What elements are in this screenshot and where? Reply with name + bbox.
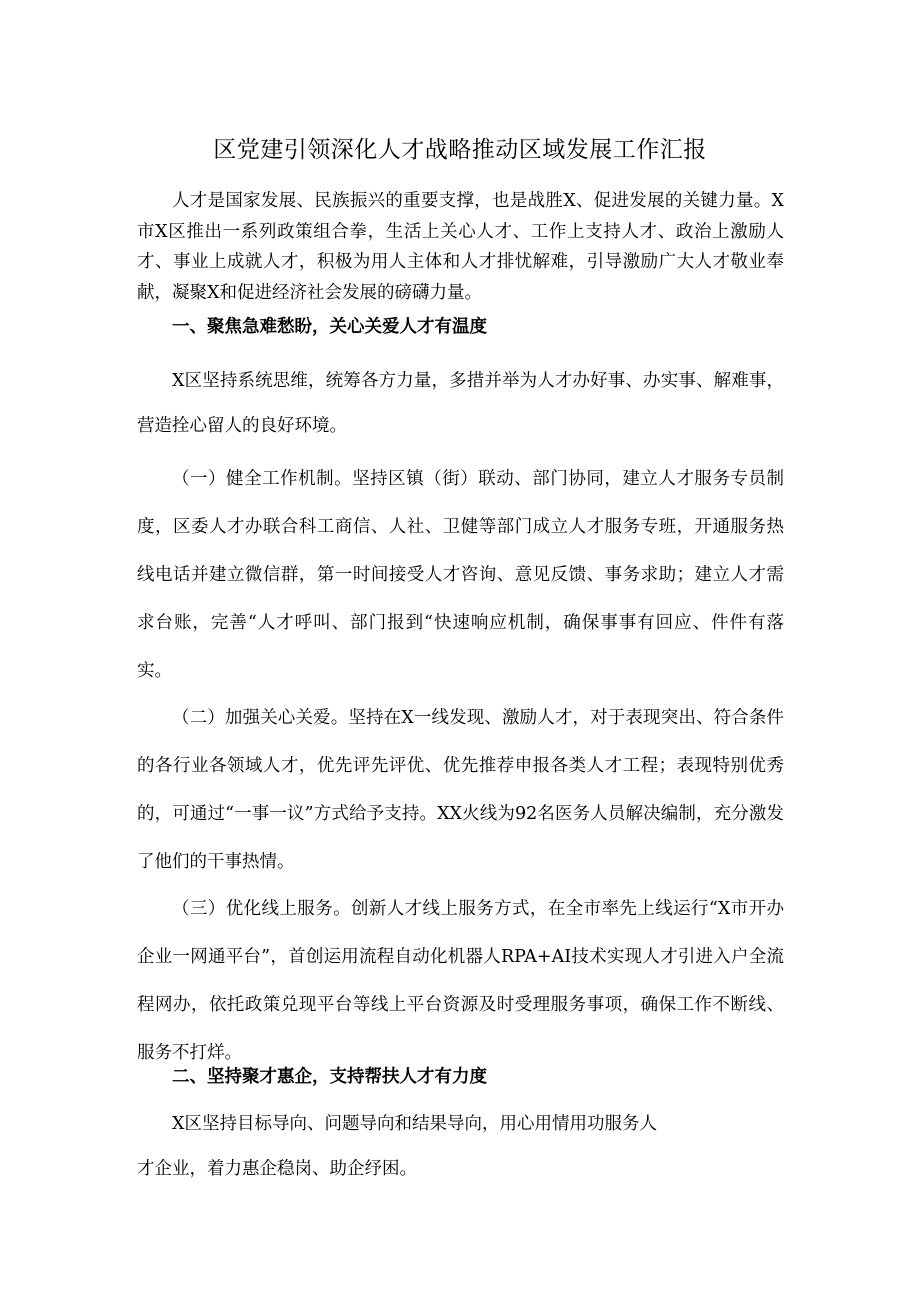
document-title: 区党建引领深化人才战略推动区域发展工作汇报 [213,137,707,163]
section2-heading: 二、坚持聚才惠企，支持帮扶人才有力度 [172,1067,487,1087]
section1-item1-paragraph: （一）健全工作机制。坚持区镇（街）联动、部门协同，建立人才服务专员制度，区委人才办联合科工商信、人社、卫健等部门成立人才服务专班，开通服务热线电话并建立微信群，第一时间接受人才咨询、意见反馈、事务求助；建立人才需求台账，完善“人才呼叫、部门报到“快速响应机制，确保事事有回应、件件有落实。 [137,469,784,681]
section1-item2-paragraph: （二）加强关心关爱。坚持在X一线发现、激励人才，对于表现突出、符合条件的各行业各领域人才，优先评先评优、优先推荐申报各类人才工程；表现特别优秀的，可通过“一事一议”方式给予支持。XX火线为92名医务人员解决编制，充分激发了他们的干事热情。 [137,708,784,872]
section2-lead-line2: 才企业，着力惠企稳岗、助企纾困。 [137,1159,417,1179]
section1-heading: 一、聚焦急难愁盼，关心关爱人才有温度 [172,317,487,337]
section1-item3-paragraph: （三）优化线上服务。创新人才线上服务方式，在全市率先上线运行“X市开办企业一网通平台”，首创运用流程自动化机器人RPA+AI技术实现人才引进入户全流程网办，依托政策兑现平台等线上平台资源及时受理服务事项，确保工作不断线、服务不打烊。 [137,899,784,1063]
section2-lead-line1: X区坚持目标导向、问题导向和结果导向，用心用情用功服务人 [172,1114,657,1134]
intro-paragraph: 人才是国家发展、民族振兴的重要支撑，也是战胜X、促进发展的关键力量。X市X区推出一系列政策组合拳，生活上关心人才、工作上支持人才、政治上激励人才、事业上成就人才，积极为用人主体和人才排忧解难，引导激励广大人才敬业奉献，凝聚X和促进经济社会发展的磅礴力量。 [137,191,784,303]
section1-lead-paragraph: X区坚持系统思维，统筹各方力量，多措并举为人才办好事、办实事、解难事，营造拴心留人的良好环境。 [137,371,784,436]
